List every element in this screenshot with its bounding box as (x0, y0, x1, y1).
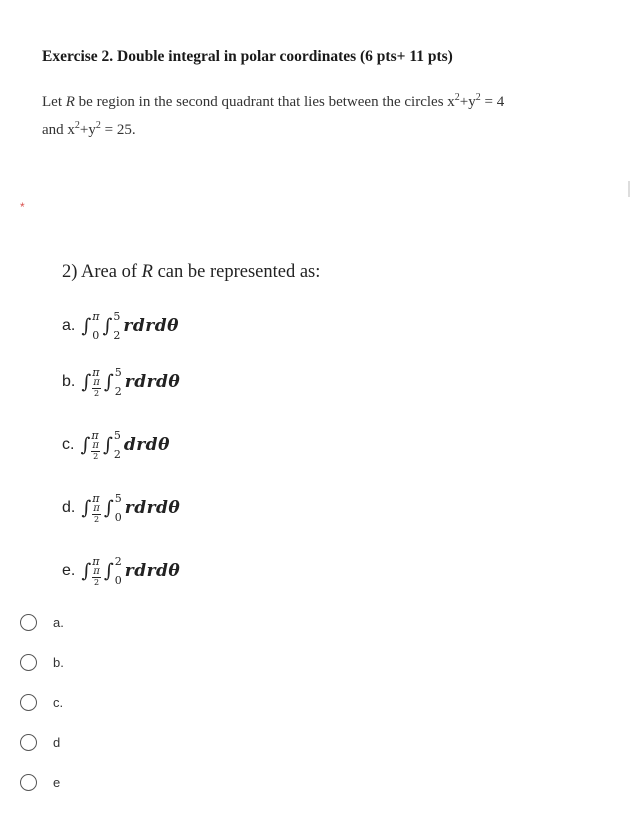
integrand: rdrdθ (123, 316, 179, 336)
required-asterisk: * (20, 200, 25, 214)
prompt-text-3: and (42, 122, 68, 138)
integral-sign-theta: ∫ (81, 315, 92, 337)
theta-limits: π $\frac{\pi}{2}$ (92, 366, 100, 398)
r-limits: 2 0 (114, 555, 122, 587)
option-letter: b. (62, 373, 76, 390)
option-e-expression (62, 551, 180, 591)
choice-label: e (53, 775, 61, 790)
r-limits: 5 2 (113, 429, 121, 461)
exercise-title: Exercise 2. Double integral in polar coordinates (6 pts+ 11 pts) (42, 48, 453, 65)
choice-label: d (53, 735, 61, 750)
theta-limits: π $\frac{\pi}{2}$ (91, 429, 99, 461)
option-letter: a. (62, 317, 76, 334)
integral-sign-r: ∫ (102, 315, 113, 337)
r-limits: 5 0 (114, 492, 122, 524)
integral-sign-r: ∫ (103, 371, 114, 393)
region-variable: R (65, 94, 75, 110)
choice-c[interactable] (20, 694, 63, 711)
radio-button[interactable] (20, 734, 37, 751)
choice-e[interactable] (20, 774, 60, 791)
question-label: 2) Area of R can be represented as: (62, 262, 321, 282)
radio-button[interactable] (20, 654, 37, 671)
option-b-expression (62, 362, 180, 402)
choice-label: b. (53, 655, 64, 670)
radio-button[interactable] (20, 614, 37, 631)
integrand: rdrdθ (124, 561, 181, 581)
choice-a[interactable] (20, 614, 64, 631)
problem-statement (42, 88, 602, 144)
integrand: rdrdθ (124, 498, 181, 518)
theta-limits: π $\frac{\pi}{2}$ (92, 492, 100, 524)
option-c-expression (62, 425, 170, 465)
integral-sign-theta: ∫ (81, 371, 92, 393)
r-limits: 5 2 (113, 310, 121, 342)
integral-sign-r: ∫ (103, 560, 114, 582)
choice-d[interactable] (20, 734, 60, 751)
prompt-text-1: Let (42, 94, 66, 110)
integral-sign-theta: ∫ (81, 497, 92, 519)
radio-button[interactable] (20, 774, 37, 791)
circle-equation-1: $x^2+y^2 = 4$ (447, 92, 505, 110)
integrand: drdθ (123, 435, 170, 455)
choice-label: c. (53, 695, 64, 710)
circle-equation-2: $x^2+y^2 = 25$. (67, 120, 136, 138)
integrand: rdrdθ (124, 372, 181, 392)
theta-limits: π 0 (92, 310, 100, 342)
choice-label: a. (53, 615, 64, 630)
option-d-expression (62, 488, 180, 528)
option-letter: e. (62, 562, 76, 579)
theta-limits: π $\frac{\pi}{2}$ (92, 555, 100, 587)
r-limits: 5 2 (114, 366, 122, 398)
choice-b[interactable] (20, 654, 64, 671)
integral-sign-theta: ∫ (81, 560, 92, 582)
radio-button[interactable] (20, 694, 37, 711)
integral-sign-theta: ∫ (80, 434, 91, 456)
option-a-expression (62, 306, 179, 346)
integral-sign-r: ∫ (102, 434, 113, 456)
option-letter: d. (62, 499, 76, 516)
option-letter: c. (62, 436, 75, 453)
integral-sign-r: ∫ (103, 497, 114, 519)
prompt-text-2: be region in the second quadrant that lies between the circles (74, 94, 448, 110)
